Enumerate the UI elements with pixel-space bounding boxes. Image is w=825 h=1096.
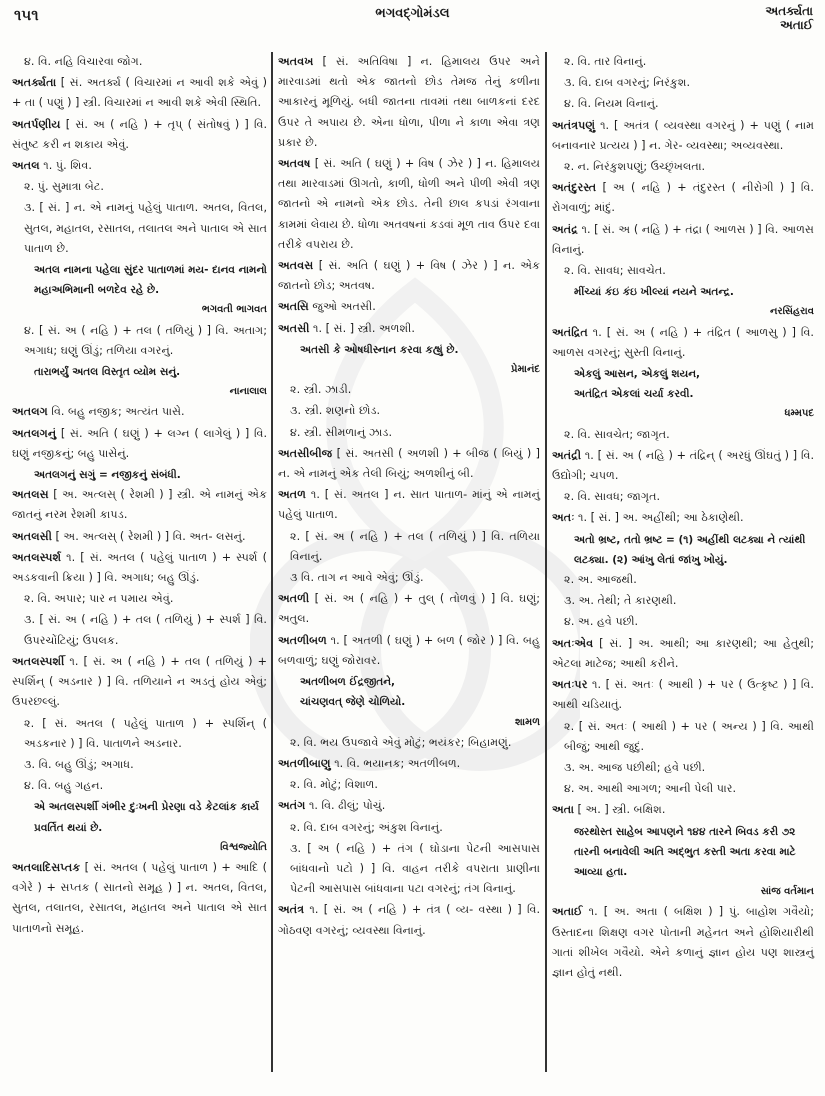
- definition-text: ૧. [ સં. ] અ. અહીંથી; આ ઠેકાણેથી.: [574, 511, 744, 525]
- definition-text: [ સં. ] અ. આથી; આ કારણથી; આ હેતુથી; એટલા માટેજ; આથી કરીને.: [552, 636, 814, 670]
- headword: અતળીબળ: [278, 633, 327, 647]
- sense-definition: ૩. વિ. બહુ ઊંડું; અગાધ.: [24, 757, 134, 771]
- sense-definition: ૨. વિ. અપાર; પાર ન પમાય એવું.: [24, 592, 174, 606]
- dictionary-entry: [552, 902, 814, 983]
- citation-quote: જરથોસ્ત સાહેબ આપણને ૧૪૪ તારને બિવડ કરી ૭૨ તારની બનાવેલી અતિ અદ્ભુત કસ્તી અતા કરવા માટે આવ્યા હતા.: [574, 825, 796, 878]
- dictionary-entry: [552, 508, 814, 528]
- column-1: [12, 52, 267, 1088]
- definition-text: [ સં. અતલ ( પહેલું પાતાળ ) + આદિ ( વગેરે ) + સપ્તક ( સાતનો સમૂહ ) ] ન. અતલ, વિતલ, સુતલ, તલાતલ, રસાતલ, મહાતલ અને પાતાલ એ સાત પાતાળનો સમૂહ.: [12, 860, 267, 935]
- sense-definition: ૨. [ સં. અતલ ( પહેલું પાતાળ ) + સ્પર્શિન્ ( અડકનાર ) ] વિ. પાતાળને અડનાર.: [24, 716, 267, 750]
- headword: અતસીબીજ: [278, 446, 333, 460]
- citation-quote: તારાભર્યું અતલ વિસ્તૃત વ્યોમ સનું.: [34, 366, 181, 379]
- headword: અતંદ્રી: [552, 448, 582, 462]
- headword: અતઃએવ: [552, 636, 594, 650]
- dictionary-entry: [552, 446, 814, 486]
- headword: અતંદુરસ્ત: [552, 181, 597, 195]
- dictionary-entry: [278, 796, 540, 816]
- definition-text: ૧. વિ. ઢીલું; પોચું.: [305, 799, 386, 813]
- definition-text: [ સં. અતિ ( ઘણું ) + વિષ ( ઝેર ) ] ન. હિમાલય તથા મારવાડમાં ઊગતો, કાળી, ધોળી અને પીળી એવી ત્રણ જાતનો એ નામનો એક છોડ. તેની છાલ કપડાં રંગવાના કામમાં લેવાય છે. ધોળા અતવષનાં કડવાં મૂળ તાવ ઉપર દવા તરીકે વપરાય છે.: [278, 157, 540, 251]
- definition-text: ૧. [ સં. અ ( નહિ ) + તંદ્રા ( આળસ ) ] વિ. આળસ વિનાનું.: [552, 222, 814, 256]
- headword: અતળ: [278, 488, 306, 502]
- citation-quote: અતંદ્રિત એકલાં ચર્યા કરવી.: [574, 388, 694, 401]
- dictionary-entry: [278, 319, 540, 339]
- citation-source: વિશ્વજ્યોતિ: [220, 841, 267, 853]
- citation-source: ભગવતી ભાગવત: [201, 304, 267, 316]
- citation-source: સાંજ વર્તમાન: [760, 886, 814, 898]
- headword: અતર્પણીય: [12, 117, 61, 131]
- headword: અતલ: [12, 159, 40, 173]
- definition-text: ૧. [ સં. ] સ્ત્રી. અળશી.: [309, 321, 415, 335]
- dictionary-entry: [278, 256, 540, 296]
- headword: અતર્ક્યતા: [12, 76, 57, 90]
- dictionary-entry: [278, 631, 540, 671]
- headword: અતસી: [278, 321, 310, 335]
- dictionary-entry: [12, 548, 267, 588]
- citation-quote: અતળીબળ ઈંદ્રજીતને,: [300, 676, 396, 689]
- sense-definition: ૩. વિ. દાબ વગરનું; નિરંકુશ.: [564, 76, 691, 90]
- dictionary-entry: [12, 652, 267, 713]
- definition-text: ૧. પું. શિવ.: [39, 159, 92, 173]
- dictionary-entry: [12, 527, 267, 547]
- headword: અતળી: [278, 592, 310, 606]
- citation-quote: ચાંચણવત્ જેણે ચોળિયો.: [300, 696, 406, 709]
- definition-text: [ અ ( નહિ ) + તંદુરસ્ત ( નીરોગી ) ] વિ. રોગવાળું; માંદું.: [552, 181, 814, 215]
- sense-definition: ૩. અ. તેથી; તે કારણથી.: [564, 594, 677, 608]
- headword: અતલાદિસપ્તક: [12, 860, 81, 874]
- definition-text: ૧. [ સં. અ ( નહિ ) + તંત્ર ( વ્ય- વસ્થા ) ] વિ. ગોઠવણ વગરનું; વ્યવસ્થા વિનાનું.: [278, 903, 540, 937]
- sense-definition: ૩. [ અ ( નહિ ) + તંગ ( ઘોડાના પેટની આસપાસ બાંધવાનો પટો ) ] વિ. વાહન તરીકે વપરાતા પ્રાણીના પેટની આસપાસ બાંધવાના પટા વગરનું; તંગ વિનાનું.: [290, 841, 540, 896]
- headword: અતંત્રપણું: [552, 118, 596, 132]
- guide-words: [766, 4, 813, 32]
- sense-definition: ૩ વિ. તાગ ન આવે એવું; ઊંડું.: [290, 571, 424, 585]
- definition-text: જુઓ અતસી.: [308, 300, 376, 314]
- citation-quote: અતસી કે ઓષધીસ્નાન કરવા કહ્યું છે.: [300, 343, 459, 356]
- definition-text: ૧. [ અ. અતા ( બક્ષિશ ) ] પું. બાહોશ ગવૈયો; ઉસ્તાદના શિક્ષણ વગર પોતાની મહેનત અને હોશિયારીથી ગાતાં શીખેલ ગવૈયો. એને કળાનું જ્ઞાન હોય પણ શાસ્ત્રનું જ્ઞાન હોતું નથી.: [552, 905, 814, 979]
- column-divider: [545, 52, 547, 1072]
- column-3: [552, 52, 814, 1088]
- dictionary-entry: [12, 424, 267, 464]
- dictionary-entry: [552, 220, 814, 260]
- headword: અતા: [552, 803, 574, 817]
- dictionary-entry: [552, 634, 814, 674]
- sense-definition: ૩. સ્ત્રી. શણનો છોડ.: [290, 404, 381, 418]
- definition-text: [ સં. અ ( નહિ ) + તૃપ્ ( સંતોષવું ) ] વિ. સંતુષ્ટ કરી ન શકાય એવું.: [12, 117, 267, 151]
- sense-definition: ૨. [ સં. અ ( નહિ ) + તલ ( તળિયું ) ] વિ. તળિયા વિનાનું.: [290, 529, 540, 563]
- citation-quote: એકલું આસન, એકલું શયન,: [574, 368, 701, 381]
- citation-quote: અતલગનું સગું = નજીકનું સંબંધી.: [34, 469, 181, 482]
- definition-text: [ અ. અત્લસ્ ( રેશમી ) ] વિ. અત- લસનું.: [51, 529, 246, 543]
- headword: અતલગનું: [12, 426, 57, 440]
- sense-definition: ૩. [ સં. ] ન. એ નામનું પહેલું પાતાળ. અતલ, વિતલ, સુતલ, મહાતલ, રસાતલ, તલાતલ અને પાતાલ એ સાત પાતાળ છે.: [24, 201, 267, 255]
- dictionary-entry: [278, 154, 540, 255]
- dictionary-entry: [278, 52, 540, 153]
- dictionary-entry: [12, 485, 267, 525]
- sense-definition: ૨. વિ. સાવધ; સાવચેત.: [564, 264, 666, 278]
- sense-definition: ૨. [ સં. અતઃ ( આથી ) + પર ( અન્ય ) ] વિ. આથી બીજું; આથી જુદું.: [564, 719, 814, 753]
- dictionary-entry: [12, 73, 267, 113]
- dictionary-entry: [12, 156, 267, 176]
- dictionary-entry: [552, 675, 814, 715]
- definition-text: ૧. વિ. ભયાનક; અતળીબળ.: [330, 756, 461, 770]
- definition-text: વિ. બહુ નજીક; અત્યંત પાસે.: [47, 405, 185, 419]
- sense-definition: ૪. [ સં. અ ( નહિ ) + તલ ( તળિયું ) ] વિ. અતાગ; અગાધ; ઘણું ઊંડું; તળિયા વગરનું.: [24, 323, 267, 357]
- citation-quote: એ અતલસ્પર્શી ગંભીર દુઃખની પ્રેરણા વડે કેટલાંક કાર્ય પ્રવર્તિત થયાં છે.: [34, 801, 259, 834]
- dictionary-entry: [12, 402, 267, 422]
- headword: અતવખ: [278, 55, 314, 68]
- column-2: [278, 52, 540, 1088]
- sense-definition: ૨. ન. નિરંકુશપણું; ઉચ્છૃંખલતા.: [564, 160, 706, 174]
- definition-text: [ સં. અતસી ( અળશી ) + બીજ ( બિયું ) ] ન. એ નામનું એક તેલી બિયું; અળશીનું બી.: [278, 446, 540, 481]
- definition-text: ૧. [ અતળી ( ઘણું ) + બળ ( જોર ) ] વિ. બહુ બળવાળું; ઘણું જોરાવર.: [278, 633, 540, 667]
- citation-quote: મીંચ્યાં કંઇ કંઇ ખીલ્યાં નયને અતન્દ્ર.: [574, 286, 734, 299]
- headword: અતઃ: [552, 511, 575, 525]
- citation-source: નરસિંહરાવ: [770, 306, 814, 318]
- sense-definition: ૨. અ. આજથી.: [564, 573, 637, 587]
- headword: અતાઈ: [552, 905, 583, 919]
- sense-definition: ૨. વિ. સાવધ; જાગૃત.: [564, 490, 661, 504]
- headword: અતલસ્પર્શ: [12, 550, 62, 564]
- definition-text: [ સં. અ ( નહિ ) + તુલ્ ( તોળવું ) ] વિ. ઘણું; અતુલ.: [278, 592, 540, 626]
- definition-text: ૧. [ સં. અતલ ( પહેલું પાતાળ ) + સ્પર્શ ( અડકવાની ક્રિયા ) ] વિ. અગાધ; બહુ ઊંડું.: [12, 550, 267, 585]
- dictionary-entry: [552, 178, 814, 218]
- headword: અતંદ્ર: [552, 222, 578, 236]
- sense-definition: ૨. વિ. સાવચેત; જાગૃત.: [564, 427, 670, 441]
- dictionary-entry: [552, 323, 814, 363]
- headword: અતંદ્રિત: [552, 325, 588, 339]
- sense-definition: ૩. અ. આજ પછીથી; હવે પછી.: [564, 760, 706, 774]
- sense-definition: ૨. વિ. મોટું; વિશાળ.: [290, 778, 378, 792]
- definition-text: [ સં. અતિ ( ઘણું ) + વિષ ( ઝેર ) ] ન. એક જાતનો છોડ; અતવષ.: [278, 259, 540, 293]
- citation-source: ધમ્મપદ: [784, 408, 814, 420]
- definition-text: [ અ. ] સ્ત્રી. બક્ષિશ.: [573, 803, 666, 817]
- dictionary-entry: [278, 444, 540, 484]
- headword: અતલસ: [12, 488, 49, 502]
- running-title: ભગવદ્ગોમંડલ: [375, 6, 450, 21]
- sense-definition: ૪. અ. આથી આગળ; આની પેલી પાર.: [564, 782, 737, 796]
- headword: અતંગ: [278, 799, 306, 813]
- sense-definition: ૪. વિ. બહુ ગહન.: [24, 779, 104, 793]
- headword: અતસિ: [278, 300, 309, 314]
- column-divider: [271, 52, 273, 1072]
- headword: અતલસ્પર્શી: [12, 654, 65, 668]
- headword: અતવષ: [278, 157, 311, 171]
- headword: અતળીબાણુ: [278, 756, 331, 770]
- headword: અતવસ: [278, 259, 314, 273]
- definition-text: [ સં. અતિ ( ઘણું ) + લગ્ન ( લાગેલું ) ] વિ. ઘણું નજીકનું; બહુ પાસેનું.: [12, 426, 267, 460]
- sense-definition: ૨. સ્ત્રી. ઝાડી.: [290, 383, 352, 397]
- guide-word-first: અતર્ક્યતા: [765, 4, 813, 18]
- sense-definition: ૪. વિ. નહિ વિચારવા જોગ.: [24, 55, 143, 68]
- dictionary-entry: [278, 589, 540, 629]
- sense-definition: ૪. અ. હવે પછી.: [564, 615, 639, 629]
- dictionary-entry: [12, 115, 267, 155]
- definition-text: [ સં. અતિવિષા ] ન. હિમાલય ઉપર અને મારવાડમાં થતો એક જાતનો છોડ તેમજ તેનું કળીના આકારનું મૂળિયું. બધી જાતના તાવમાં તથા બાળકનાં દરદ ઉપર તે અપાય છે. એના ધોળા, પીળા ને કાળા એવા ત્રણ પ્રકાર છે.: [278, 55, 540, 149]
- definition-text: ૧. [ સં. અ ( નહિ ) + તંદ્રિત ( આળસુ ) ] વિ. આળસ વગરનું; સુસ્તી વિનાનું.: [552, 325, 814, 359]
- headword: અતલગ: [12, 405, 48, 419]
- dictionary-entry: [552, 116, 814, 156]
- guide-word-last: અતાઈ: [780, 18, 813, 32]
- citation-source: નાનાલાલ: [229, 386, 267, 398]
- sense-definition: ૩. [ સં. અ ( નહિ ) + તલ ( તળિયું ) + સ્પર્શ ] વિ. ઉપરચોંટિયું; ઉપલક.: [24, 613, 267, 647]
- dictionary-entry: [278, 297, 540, 317]
- sense-definition: ૪. સ્ત્રી. સીમળાનું ઝાડ.: [290, 425, 393, 439]
- dictionary-entry: [552, 800, 814, 820]
- definition-text: ૧. [ સં. અ ( નહિ ) + તલ ( તળિયું ) + સ્પર્શિન્ ( અડનાર ) ] વિ. તળિયાને ન અડતું હોય એવું; ઉપરછલ્લું.: [12, 654, 267, 709]
- dictionary-entry: [12, 858, 267, 939]
- sense-definition: ૨. પું. સુમાત્રા બેટ.: [24, 180, 104, 194]
- definition-text: ૧. [ અતંત્ર ( વ્યવસ્થા વગરનું ) + પણું ( નામ બનાવનાર પ્રત્યય ) ] ન. ગેર- વ્યવસ્થા; અવ્યવસ્થા.: [552, 118, 814, 152]
- sense-definition: ૨. વિ. ભય ઉપજાવે એવું મોટું; ભયંકર; બિહામણું.: [290, 735, 512, 749]
- dictionary-entry: [278, 900, 540, 940]
- sense-definition: ૨. વિ. દાબ વગરનું; અંકુશ વિનાનું.: [290, 820, 443, 834]
- definition-text: ૧. [ સં. અતઃ ( આથી ) + પર ( ઉત્કૃષ્ટ ) ] વિ. આથી ચડિયાતું.: [552, 678, 814, 712]
- headword: અતઃપર: [552, 678, 588, 692]
- citation-source: પ્રેમાનંદ: [510, 364, 540, 376]
- page-number: ૧૫૧: [14, 6, 39, 24]
- citation-source: શામળ: [514, 716, 540, 728]
- sense-definition: ૨. વિ. તાર વિનાનું.: [564, 55, 647, 68]
- headword: અતંત્ર: [278, 903, 305, 917]
- definition-text: ૧. [ સં. અતલ ] ન. સાત પાતાળ- માંનું એ નામનું પહેલું પાતાળ.: [278, 488, 540, 522]
- dictionary-entry: [278, 485, 540, 525]
- citation-quote: અતો ભ્રષ્ટ, તતો ભ્રષ્ટ = (૧) અહીંથી લટક્યા ને ત્યાંથી લટક્યા. (૨) આંખુ લેતાં જાંખુ ખોયું.: [574, 533, 806, 566]
- definition-text: [ સં. અતર્ક્ય ( વિચારમાં ન આવી શકે એવું ) + તા ( પણું ) ] સ્ત્રી. વિચારમાં ન આવી શકે એવી સ્થિતિ.: [12, 76, 267, 110]
- page-header: [0, 0, 825, 44]
- definition-text: ૧. [ સં. અ ( નહિ ) + તંદ્રિન્ ( અરધું ઊંઘતું ) ] વિ. ઉદ્યોગી; ચપળ.: [552, 448, 814, 483]
- citation-quote: અતલ નામના પહેલા સુંદર પાતાળમાં મય- દાનવ નામનો મહાઅભિમાની બળદેવ રહે છે.: [34, 264, 267, 297]
- headword: અતલસી: [12, 529, 52, 543]
- definition-text: [ અ. અત્લસ્ ( રેશમી ) ] સ્ત્રી. એ નામનું એક જાતનું નરમ રેશમી કાપડ.: [12, 488, 267, 522]
- sense-definition: ૪. વિ. નિયમ વિનાનું.: [564, 97, 659, 111]
- dictionary-entry: [278, 754, 540, 774]
